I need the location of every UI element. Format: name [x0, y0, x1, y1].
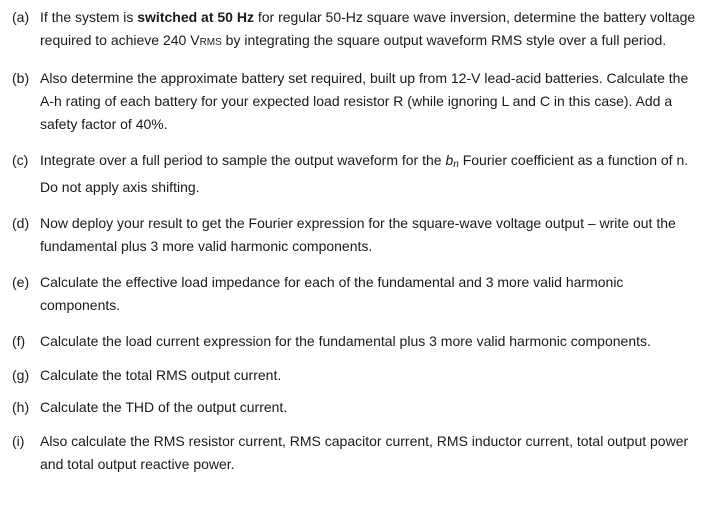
- question-label: (d): [12, 215, 30, 231]
- question-g: [12, 364, 703, 387]
- question-h: [12, 396, 703, 419]
- question-e: [12, 271, 703, 317]
- switching-frequency: switched at 50 Hz: [137, 9, 254, 25]
- question-text: If the system is switched at 50 Hz for regular 50-Hz square wave inversion, determine the battery voltage required to achieve 240 VRMS by integrating the square output waveform RMS style over a full period.: [40, 9, 696, 48]
- question-i: [12, 430, 703, 476]
- question-label: (f): [12, 333, 26, 349]
- fourier-coefficient-subscript: n: [453, 159, 459, 170]
- question-text: Calculate the THD of the output current.: [40, 399, 288, 415]
- question-b: [12, 67, 703, 136]
- question-label: (b): [12, 70, 30, 86]
- question-label: (g): [12, 367, 30, 383]
- question-text: Now deploy your result to get the Fourier expression for the square-wave voltage output – write out the fundamental plus 3 more valid harmonic components.: [40, 215, 676, 254]
- question-text: Calculate the load current expression for the fundamental plus 3 more valid harmonic components.: [40, 333, 651, 349]
- question-label: (i): [12, 433, 25, 449]
- question-text: Integrate over a full period to sample the output waveform for the bn Fourier coefficient as a function of n. Do not apply axis shifting.: [40, 152, 689, 195]
- question-a: [12, 6, 703, 54]
- question-label: (a): [12, 9, 30, 25]
- question-label: (c): [12, 152, 29, 168]
- question-c: [12, 149, 703, 199]
- question-label: (h): [12, 399, 30, 415]
- fourier-coefficient-symbol: b: [445, 152, 454, 168]
- question-text: Calculate the total RMS output current.: [40, 367, 282, 383]
- question-label: (e): [12, 274, 30, 290]
- question-text: Calculate the effective load impedance for each of the fundamental and 3 more valid harmonic components.: [40, 274, 624, 313]
- rms-subscript: RMS: [199, 37, 222, 48]
- question-d: [12, 212, 703, 258]
- question-f: [12, 330, 703, 353]
- question-text: Also calculate the RMS resistor current, RMS capacitor current, RMS inductor current, total output power and total output reactive power.: [40, 433, 689, 472]
- question-text: Also determine the approximate battery set required, built up from 12-V lead-acid batteries. Calculate the A-h rating of each battery for your expected load resistor R (while ignoring L and C in this case). Add a safety factor of 40%.: [40, 70, 689, 132]
